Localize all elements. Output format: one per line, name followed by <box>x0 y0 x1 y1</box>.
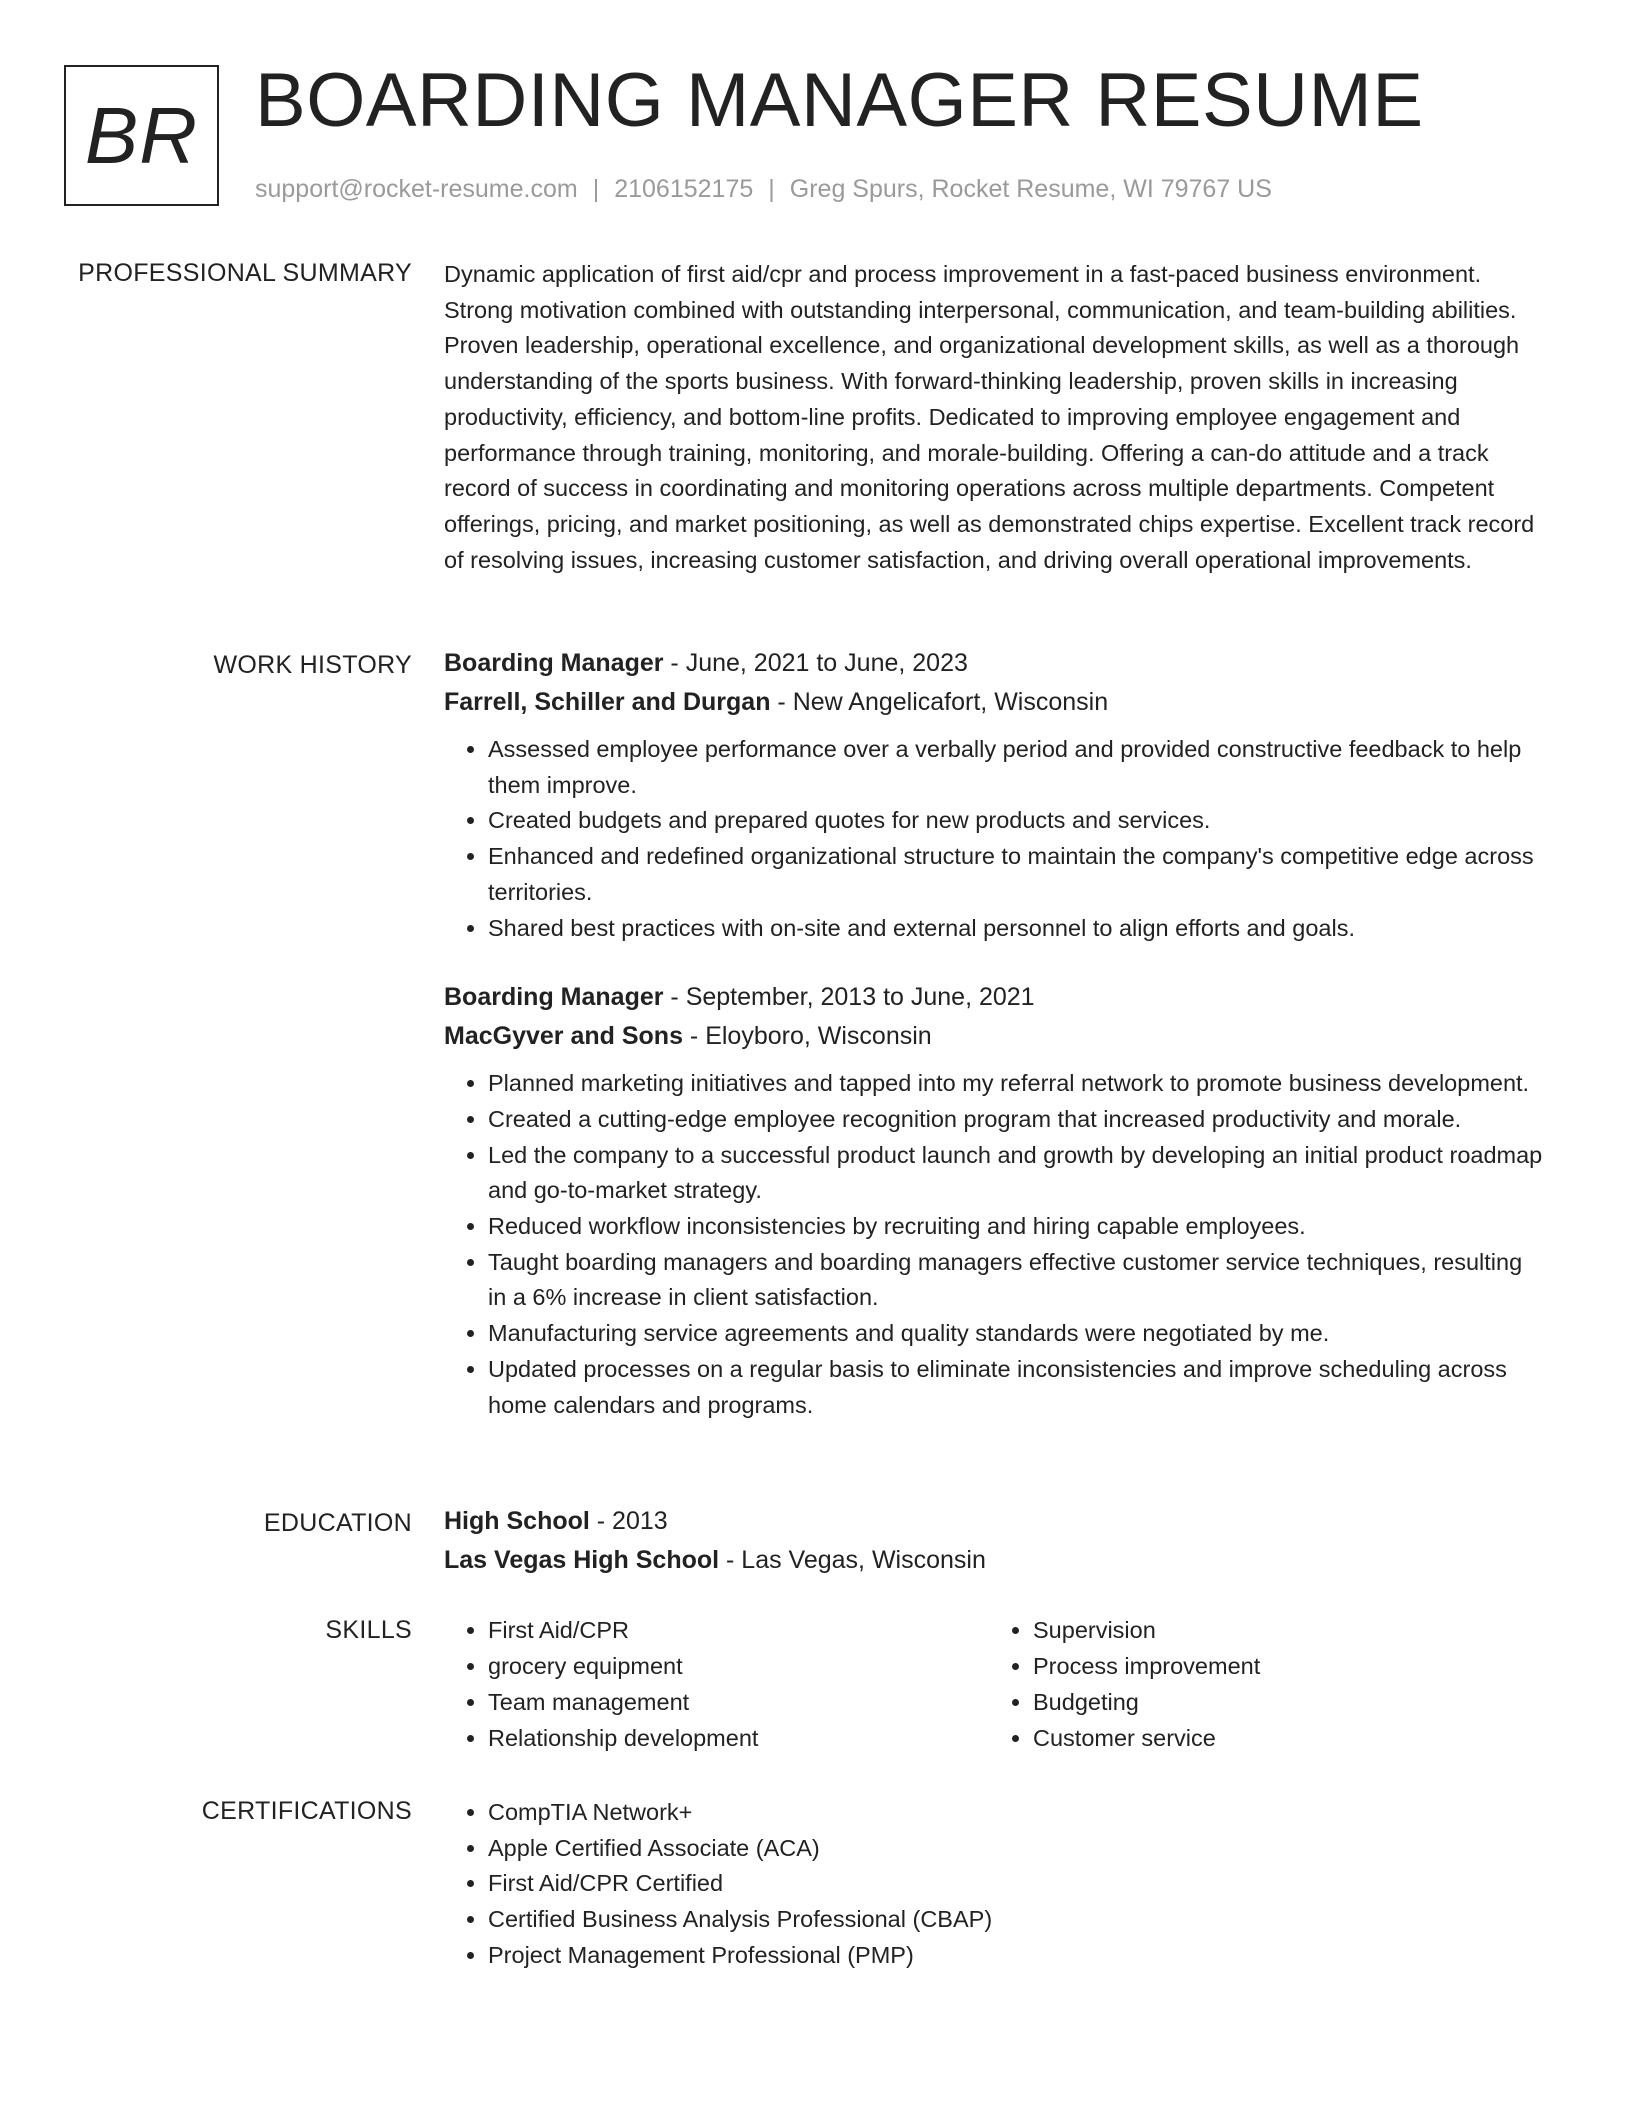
section-title-work-history: WORK HISTORY <box>213 651 412 679</box>
certification-item: • Certified Business Analysis Professional (CBAP) <box>488 1902 1544 1938</box>
education-school-line <box>444 1541 1544 1580</box>
job-role: Boarding Manager <box>444 983 664 1012</box>
list-item: • Shared best practices with on-site and external personnel to align efforts and goals. <box>488 911 1544 947</box>
monogram-logo: BR <box>64 65 219 206</box>
education-year: - 2013 <box>589 1507 668 1535</box>
list-item: • Taught boarding managers and boarding managers effective customer service techniques, resulting in a 6% increase in client satisfaction. <box>488 1245 1544 1316</box>
contact-phone: 2106152175 <box>614 175 754 203</box>
education-content <box>444 1502 1544 1580</box>
education-degree: High School <box>444 1507 590 1535</box>
contact-address: Greg Spurs, Rocket Resume, WI 79767 US <box>789 175 1272 203</box>
job-role-line <box>444 978 1544 1017</box>
skills-content <box>444 1612 1544 1756</box>
job-location: - Eloyboro, Wisconsin <box>682 1022 932 1051</box>
list-item: • Updated processes on a regular basis to eliminate inconsistencies and improve scheduling across home calendars and programs. <box>488 1352 1544 1423</box>
contact-email: support@rocket-resume.com <box>255 175 578 203</box>
skill-item: • Relationship development <box>488 1720 989 1756</box>
skills-column-left <box>444 1612 989 1756</box>
list-item: • Manufacturing service agreements and quality standards were negotiated by me. <box>488 1316 1544 1352</box>
contact-separator: | <box>768 175 775 203</box>
job-dates: - September, 2013 to June, 2021 <box>663 983 1035 1012</box>
job-location: - New Angelicafort, Wisconsin <box>770 688 1109 716</box>
work-history-content <box>444 644 1544 1423</box>
skill-item: • Budgeting <box>1033 1684 1534 1720</box>
job-company-line <box>444 1017 1544 1056</box>
education-school: Las Vegas High School <box>444 1546 720 1574</box>
list-item: • Reduced workflow inconsistencies by recruiting and hiring capable employees. <box>488 1209 1544 1245</box>
job-company: MacGyver and Sons <box>444 1022 683 1051</box>
certifications-content <box>444 1795 1544 1974</box>
list-item: • Enhanced and redefined organizational structure to maintain the company's competitive edge across territories. <box>488 839 1544 910</box>
education-location: - Las Vegas, Wisconsin <box>719 1546 986 1574</box>
list-item: • Planned marketing initiatives and tapped into my referral network to promote business development. <box>488 1066 1544 1102</box>
section-title-education: EDUCATION <box>263 1509 412 1537</box>
section-title-summary: PROFESSIONAL SUMMARY <box>78 259 412 287</box>
list-item: • Created a cutting-edge employee recognition program that increased productivity and morale. <box>488 1102 1544 1138</box>
skill-item: • grocery equipment <box>488 1648 989 1684</box>
certification-item: • First Aid/CPR Certified <box>488 1866 1544 1902</box>
skill-item: • Team management <box>488 1684 989 1720</box>
list-item: • Created budgets and prepared quotes for new products and services. <box>488 803 1544 839</box>
skills-column-right <box>989 1612 1534 1756</box>
skill-item: • Supervision <box>1033 1612 1534 1648</box>
job-role: Boarding Manager <box>444 649 664 677</box>
summary-content <box>444 257 1544 578</box>
skill-item: • Process improvement <box>1033 1648 1534 1684</box>
certifications-list <box>444 1795 1544 1974</box>
job-entry <box>444 978 1544 1423</box>
certification-item: • CompTIA Network+ <box>488 1795 1544 1831</box>
certification-item: • Apple Certified Associate (ACA) <box>488 1831 1544 1867</box>
job-company-line <box>444 683 1544 722</box>
skill-item: • Customer service <box>1033 1720 1534 1756</box>
job-bullets <box>444 1066 1544 1423</box>
skills-grid <box>444 1612 1544 1756</box>
skills-list <box>444 1612 989 1756</box>
job-role-line <box>444 644 1544 683</box>
section-title-skills: SKILLS <box>325 1616 412 1644</box>
job-bullets <box>444 732 1544 946</box>
skills-list <box>989 1612 1534 1756</box>
job-entry <box>444 644 1544 946</box>
job-dates: - June, 2021 to June, 2023 <box>663 649 968 677</box>
list-item: • Assessed employee performance over a verbally period and provided constructive feedback to help them improve. <box>488 732 1544 803</box>
contact-separator: | <box>592 175 600 203</box>
list-item: • Led the company to a successful product launch and growth by developing an initial product roadmap and go-to-market strategy. <box>488 1138 1544 1209</box>
contact-line <box>255 172 1272 206</box>
skill-item: • First Aid/CPR <box>488 1612 989 1648</box>
education-degree-line <box>444 1502 1544 1541</box>
resume-title: BOARDING MANAGER RESUME <box>255 58 1424 143</box>
summary-text: Dynamic application of first aid/cpr and process improvement in a fast-paced business environment. Strong motivation combined with outstanding interpersonal, communication, and team-building abilities. Proven leadership, operational excellence, and organizational development skills, as well as a thorough understanding of the sports business. With forward-thinking leadership, proven skills in increasing productivity, efficiency, and bottom-line profits. Dedicated to improving employee engagement and performance through training, monitoring, and morale-building. Offering a can-do attitude and a track record of success in coordinating and monitoring operations across multiple departments. Competent offerings, pricing, and market positioning, as well as demonstrated chips expertise. Excellent track record of resolving issues, increasing customer satisfaction, and driving overall operational improvements. <box>444 261 1535 573</box>
job-company: Farrell, Schiller and Durgan <box>444 688 771 716</box>
certification-item: • Project Management Professional (PMP) <box>488 1938 1544 1974</box>
section-title-certifications: CERTIFICATIONS <box>201 1797 412 1825</box>
